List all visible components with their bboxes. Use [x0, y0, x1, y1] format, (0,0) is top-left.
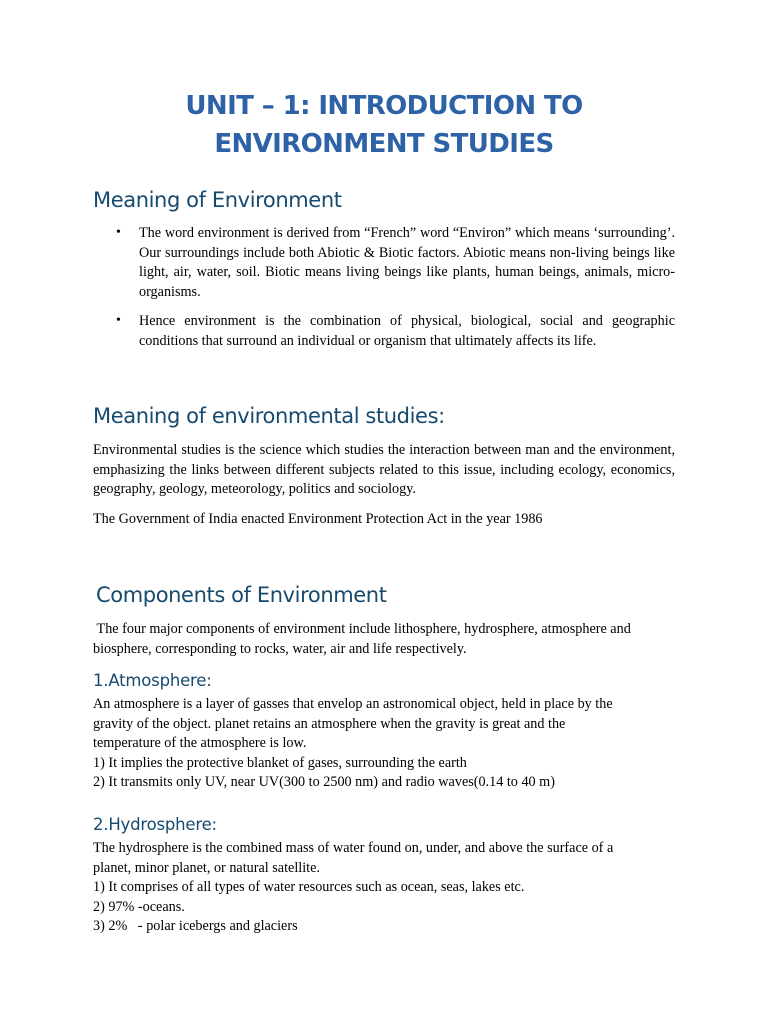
hydrosphere-text-block	[93, 839, 683, 937]
hydrosphere-line: planet, minor planet, or natural satellite.	[93, 859, 320, 876]
bullet-text-environment-combination: Hence environment is the combination of physical, biological, social and geographic conditions that surround an individual or organism that ultimately affects its life.	[139, 313, 675, 349]
atmosphere-point-1: 1) It implies the protective blanket of gases, surrounding the earth	[93, 754, 467, 771]
hydrosphere-point-1: 1) It comprises of all types of water resources such as ocean, seas, lakes etc.	[93, 879, 525, 895]
bullet-marker: •	[116, 225, 121, 240]
hydrosphere-point-2: 2) 97% -oceans.	[93, 898, 185, 915]
section-heading-meaning-studies: Meaning of environmental studies:	[93, 404, 445, 428]
bullet-marker: •	[116, 313, 121, 328]
section-heading-meaning-environment: Meaning of Environment	[93, 188, 342, 212]
subheading-atmosphere: 1.Atmosphere:	[93, 671, 212, 690]
hydrosphere-point-3: 3) 2% - polar icebergs and glaciers	[93, 918, 298, 934]
section-heading-components: Components of Environment	[96, 583, 387, 607]
atmosphere-line: gravity of the object. planet retains an atmosphere when the gravity is great and the	[93, 715, 566, 732]
atmosphere-point-2: 2) It transmits only UV, near UV(300 to 2500 nm) and radio waves(0.14 to 40 m)	[93, 774, 555, 790]
subheading-hydrosphere: 2.Hydrosphere:	[93, 815, 217, 834]
paragraph-components-intro: The four major components of environment include lithosphere, hydrosphere, atmosphere and biosphere, corresponding to rocks, water, air and life respectively.	[93, 621, 635, 657]
atmosphere-line: An atmosphere is a layer of gasses that envelop an astronomical object, held in place by the	[93, 696, 613, 712]
atmosphere-line: temperature of the atmosphere is low.	[93, 735, 307, 751]
paragraph-studies-definition: Environmental studies is the science which studies the interaction between man and the environment, emphasizing the links between different subjects related to this issue, including ecology, economics, geography, geology, meteorology, politics and sociology.	[93, 442, 675, 497]
document-title-line-1: UNIT – 1: INTRODUCTION TO	[185, 91, 583, 121]
hydrosphere-line: The hydrosphere is the combined mass of water found on, under, and above the surface of a	[93, 840, 614, 856]
bullet-text-environment-definition: The word environment is derived from “French” word “Environ” which means ‘surrounding’. Our surroundings include both Abiotic & Biotic factors. Abiotic means non-living beings like light, air, water, soil. Biotic means living beings like plants, human beings, animals, micro-organisms.	[139, 225, 675, 300]
atmosphere-text-block	[93, 695, 683, 793]
document-title-line-2: ENVIRONMENT STUDIES	[214, 129, 554, 159]
paragraph-protection-act: The Government of India enacted Environment Protection Act in the year 1986	[93, 511, 543, 527]
